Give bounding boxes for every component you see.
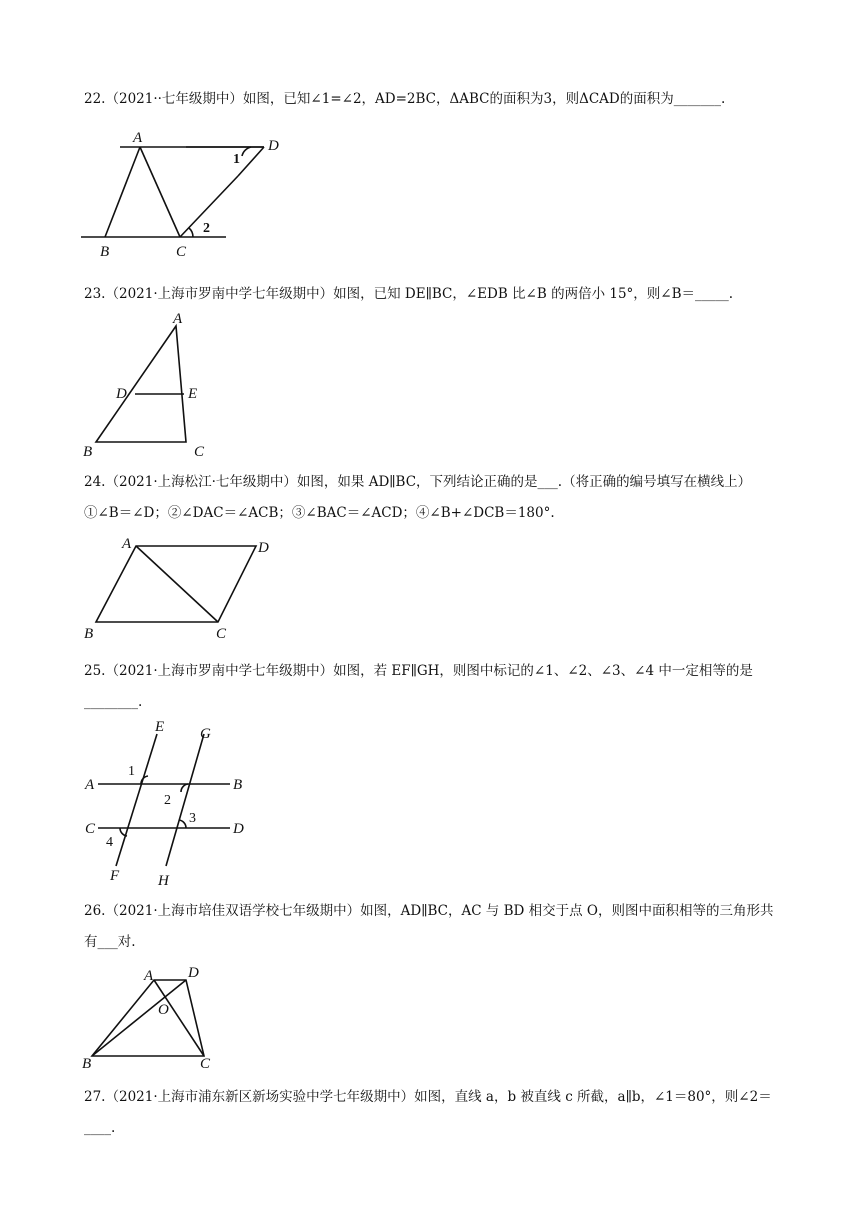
label-C: C: [216, 626, 227, 642]
question-number: 27.: [84, 1089, 106, 1105]
label-C: C: [194, 444, 205, 460]
label-C: C: [85, 821, 96, 837]
label-A: A: [85, 777, 95, 793]
label-D: D: [116, 386, 127, 402]
label-D: D: [233, 821, 244, 837]
figure-25: [80, 718, 260, 890]
label-2: 2: [164, 793, 171, 808]
label-G: G: [200, 726, 211, 742]
question-text: （2021·上海市浦东新区新场实验中学七年级期中）如图，直线 a，b 被直线 c 所截，a∥b，∠1＝80°，则∠2＝____.: [84, 1089, 772, 1136]
label-E: E: [155, 719, 165, 735]
label-3: 3: [189, 811, 196, 826]
question-number: 22.: [84, 91, 106, 107]
label-D: D: [268, 138, 279, 154]
question-number: 25.: [84, 663, 106, 679]
figure-22: [78, 126, 238, 260]
label-2: 2: [203, 221, 210, 236]
label-A: A: [173, 311, 183, 327]
figure-22-right: [238, 126, 288, 196]
label-H: H: [158, 873, 169, 889]
label-B: B: [233, 777, 243, 793]
question-26: [84, 896, 776, 958]
question-text: （2021·上海市罗南中学七年级期中）如图，已知 DE∥BC，∠EDB 比∠B 的两倍小 15°，则∠B＝_____.: [105, 286, 734, 302]
question-22: [84, 84, 776, 115]
label-E: E: [188, 386, 198, 402]
question-text: （2021·上海市罗南中学七年级期中）如图，若 EF∥GH，则图中标记的∠1、∠2、∠3、∠4 中一定相等的是________.: [84, 663, 753, 710]
figure-23: [80, 308, 220, 458]
label-4: 4: [106, 835, 113, 850]
label-C: C: [176, 244, 187, 260]
label-F: F: [110, 868, 120, 884]
label-D: D: [188, 965, 199, 981]
label-B: B: [83, 444, 93, 460]
question-24: [84, 467, 776, 529]
label-1: 1: [128, 764, 135, 779]
label-C: C: [200, 1056, 211, 1072]
label-A: A: [122, 536, 132, 552]
question-number: 26.: [84, 903, 106, 919]
question-number: 24.: [84, 474, 106, 490]
label-O: O: [158, 1002, 169, 1018]
label-B: B: [82, 1056, 92, 1072]
question-number: 23.: [84, 286, 106, 302]
label-A: A: [133, 130, 143, 146]
label-D: D: [258, 540, 269, 556]
question-27: [84, 1082, 776, 1144]
question-23: [84, 279, 776, 310]
question-25: [84, 656, 776, 718]
label-1: 1: [233, 152, 240, 167]
question-text: （2021··七年级期中）如图，已知∠1=∠2，AD=2BC，ΔABC的面积为3，则ΔCAD的面积为_______.: [105, 91, 726, 107]
question-text: （2021·上海松江·七年级期中）如图，如果 AD∥BC，下列结论正确的是___.（将正确的编号填写在横线上）①∠B＝∠D；②∠DAC＝∠ACB；③∠BAC＝∠ACD；④∠B+∠DCB＝180°.: [84, 474, 752, 521]
label-A: A: [144, 968, 154, 984]
figure-24: [80, 534, 280, 642]
question-text: （2021·上海市培佳双语学校七年级期中）如图，AD∥BC，AC 与 BD 相交于点 O，则图中面积相等的三角形共有___对.: [84, 903, 774, 950]
label-B: B: [100, 244, 110, 260]
figure-26: [80, 962, 220, 1072]
label-B: B: [84, 626, 94, 642]
